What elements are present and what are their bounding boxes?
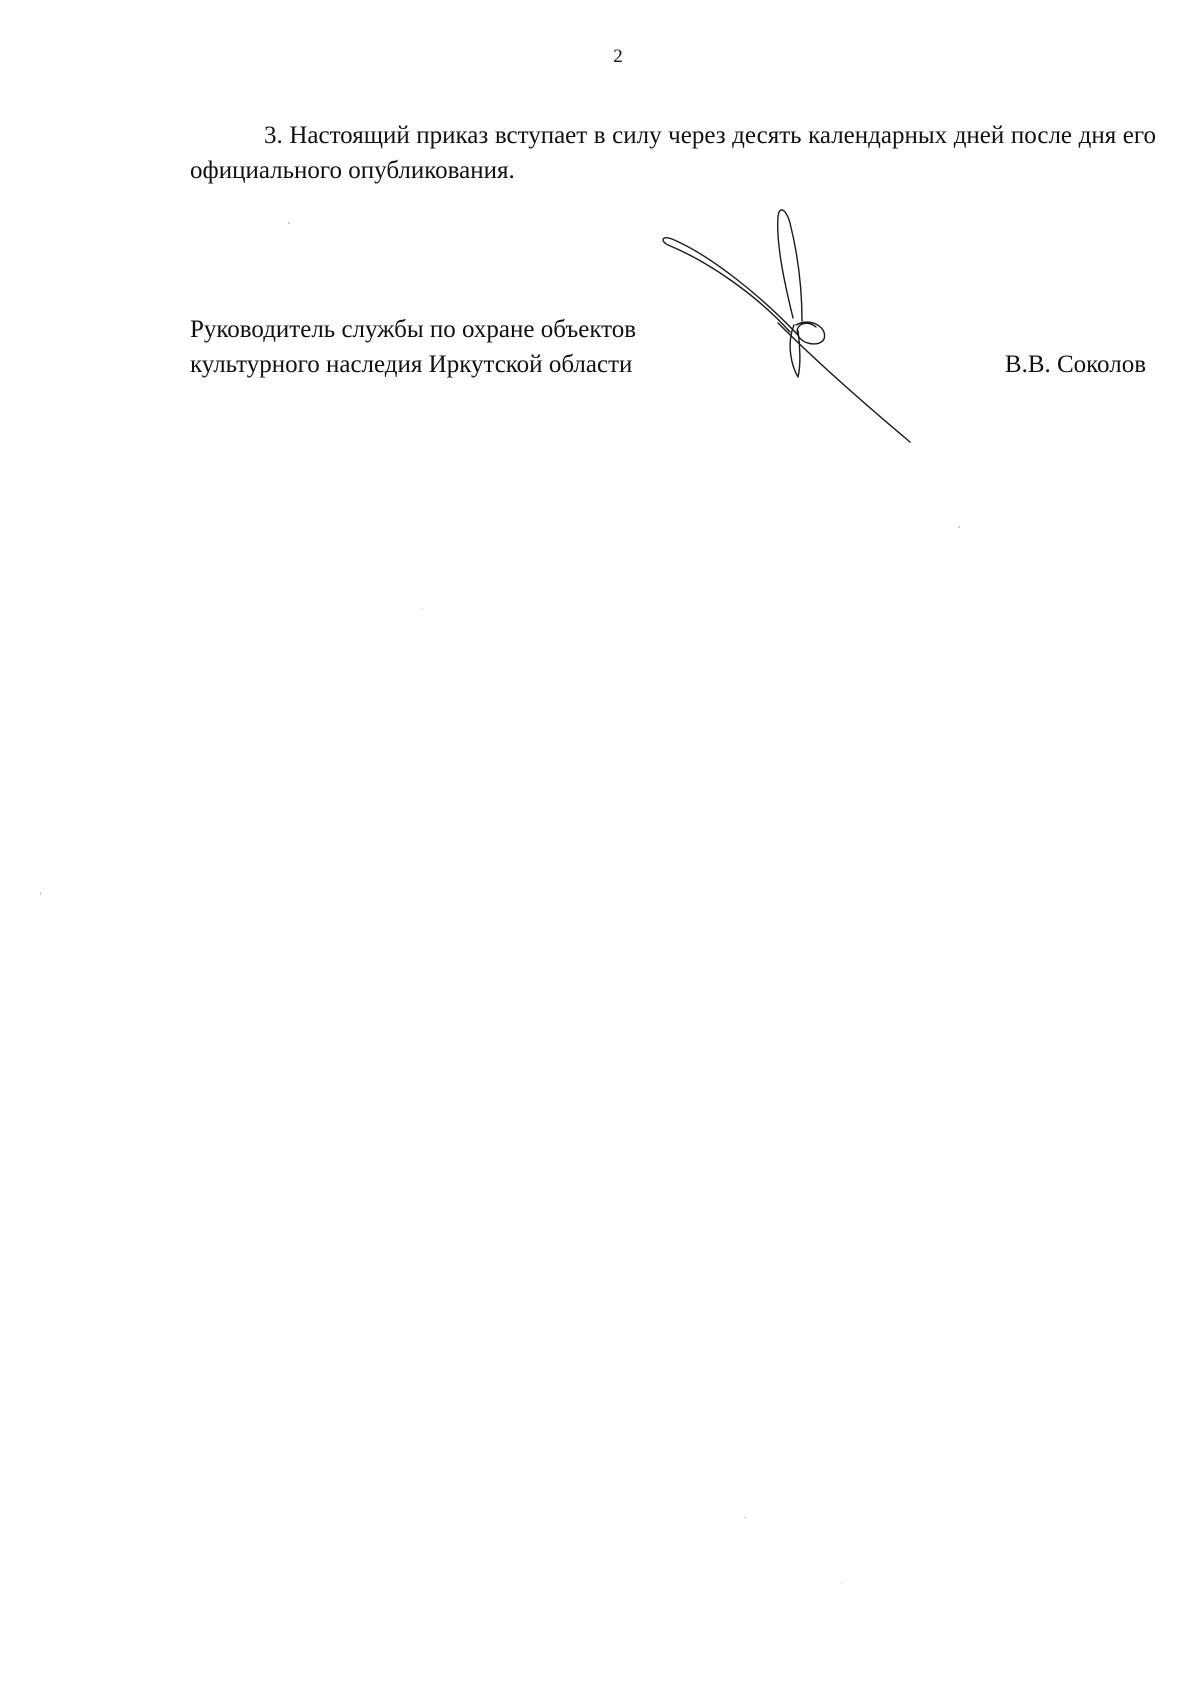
signature-stroke-upper-loop [778,210,802,321]
scan-speck [422,608,423,609]
scan-speck [958,526,960,528]
scan-speck [744,1517,746,1518]
signer-name: В.В. Соколов [1004,351,1146,378]
signature-stroke-tail [778,323,910,442]
scan-speck [288,222,290,224]
handwritten-signature [660,205,930,475]
order-paragraph: 3. Настоящий приказ вступает в силу через десять календарных дней после дня его официального опубликования. [190,122,1156,184]
signer-position-line-2: культурного наследия Иркутской области [190,351,633,378]
page-number: 2 [613,46,623,67]
signer-position-line-1: Руководитель службы по охране объектов [190,316,637,343]
scan-speck [40,892,41,895]
scan-speck [842,1583,843,1584]
signature-stroke-left-loop [663,238,798,335]
signer-position [190,312,636,382]
signature-stroke-knot [796,322,825,344]
